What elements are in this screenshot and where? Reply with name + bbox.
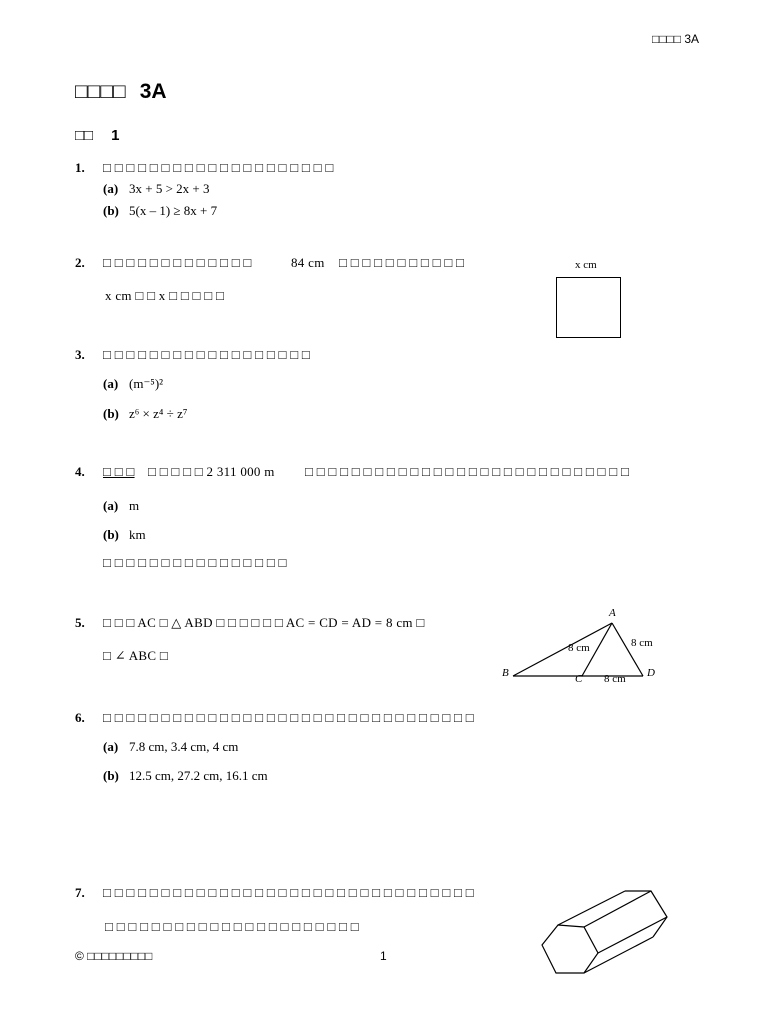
section-number: 1 bbox=[111, 127, 120, 144]
running-header: □□□□ 3A bbox=[652, 32, 700, 46]
q7-line1: □ □ □ □ □ □ □ □ □ □ □ □ □ □ □ □ □ □ □ □ □ □ □ □ □ □ □ □ □ □ □ □ bbox=[103, 885, 474, 900]
vertex-label-a: A bbox=[609, 607, 616, 619]
q6a-label: (a) bbox=[103, 739, 119, 754]
q5-line1: □ □ □ AC □ △ ABD □ □ □ □ □ □ AC = CD = AD = 8 cm □ bbox=[103, 615, 425, 630]
q4b-unit: km bbox=[129, 527, 146, 542]
q2-line1-pre: □ □ □ □ □ □ □ □ □ □ □ □ □ bbox=[103, 255, 252, 270]
page-title bbox=[75, 80, 167, 104]
prism-edge-1 bbox=[558, 891, 625, 925]
q6b-label: (b) bbox=[103, 768, 119, 783]
q4-number: 4. bbox=[75, 464, 85, 479]
page-number: 1 bbox=[380, 949, 387, 963]
q3b-expr: z⁶ × z⁴ ÷ z⁷ bbox=[129, 406, 188, 421]
q2-line1-post: □ □ □ □ □ □ □ □ □ □ □ bbox=[339, 255, 465, 270]
q1b-label: (b) bbox=[103, 203, 119, 218]
q5-number: 5. bbox=[75, 615, 85, 630]
length-label-ad: 8 cm bbox=[631, 637, 653, 649]
q3a-label: (a) bbox=[103, 376, 119, 391]
q5-line2: □ ∠ ABC □ bbox=[103, 648, 169, 663]
q2-number: 2. bbox=[75, 255, 85, 270]
q1-number: 1. bbox=[75, 160, 85, 175]
q7-line2: □ □ □ □ □ □ □ □ □ □ □ □ □ □ □ □ □ □ □ □ □ □ bbox=[105, 919, 359, 934]
q4a-unit: m bbox=[129, 498, 140, 513]
prism-front-face bbox=[542, 925, 598, 973]
vertex-label-c: C bbox=[575, 673, 583, 685]
q6b-lengths: 12.5 cm, 27.2 cm, 16.1 cm bbox=[129, 768, 268, 783]
q1-text: □ □ □ □ □ □ □ □ □ □ □ □ □ □ □ □ □ □ □ □ bbox=[103, 160, 334, 175]
q4-text-post: □ □ □ □ □ □ □ □ □ □ □ □ □ □ □ □ □ □ □ □ □ □ □ □ □ □ □ □ bbox=[305, 464, 630, 479]
q4-note: □ □ □ □ □ □ □ □ □ □ □ □ □ □ □ □ bbox=[103, 555, 287, 570]
q4a-label: (a) bbox=[103, 498, 119, 513]
prism-back-face bbox=[625, 891, 667, 937]
length-label-cd: 8 cm bbox=[604, 673, 626, 685]
title-prefix: □□□□ bbox=[75, 80, 126, 103]
q3a-expr: (m⁻⁵)² bbox=[129, 376, 164, 391]
edge-ad bbox=[612, 623, 643, 676]
q3-number: 3. bbox=[75, 347, 85, 362]
square-figure bbox=[556, 277, 621, 338]
q6-text: □ □ □ □ □ □ □ □ □ □ □ □ □ □ □ □ □ □ □ □ □ □ □ □ □ □ □ □ □ □ □ □ bbox=[103, 710, 474, 725]
vertex-label-b: B bbox=[502, 667, 509, 679]
vertex-label-d: D bbox=[647, 667, 655, 679]
prism-edge-2 bbox=[584, 891, 651, 927]
section-heading bbox=[75, 127, 119, 144]
hexagonal-prism-figure bbox=[538, 885, 673, 980]
q3-text: □ □ □ □ □ □ □ □ □ □ □ □ □ □ □ □ □ □ bbox=[103, 347, 311, 362]
q6-number: 6. bbox=[75, 710, 85, 725]
length-label-ac: 8 cm bbox=[568, 642, 590, 654]
q4-underlined-term: □ □ □ bbox=[103, 464, 135, 479]
triangle-figure bbox=[495, 600, 665, 690]
q6a-lengths: 7.8 cm, 3.4 cm, 4 cm bbox=[129, 739, 239, 754]
section-label: □□ bbox=[75, 127, 94, 144]
copyright-notice: © □□□□□□□□□ bbox=[75, 949, 153, 963]
q2-line2: x cm □ □ x □ □ □ □ □ bbox=[105, 288, 225, 303]
q7-number: 7. bbox=[75, 885, 85, 900]
q1b-expr: 5(x – 1) ≥ 8x + 7 bbox=[129, 203, 218, 218]
q1a-expr: 3x + 5 > 2x + 3 bbox=[129, 181, 210, 196]
title-code: 3A bbox=[139, 80, 167, 103]
q1a-label: (a) bbox=[103, 181, 119, 196]
q2-figure-label: x cm bbox=[575, 259, 597, 271]
q4b-label: (b) bbox=[103, 527, 119, 542]
q3b-label: (b) bbox=[103, 406, 119, 421]
q2-perimeter-value: 84 cm bbox=[291, 255, 325, 270]
q4-distance: □ □ □ □ □ 2 311 000 m bbox=[148, 464, 275, 479]
